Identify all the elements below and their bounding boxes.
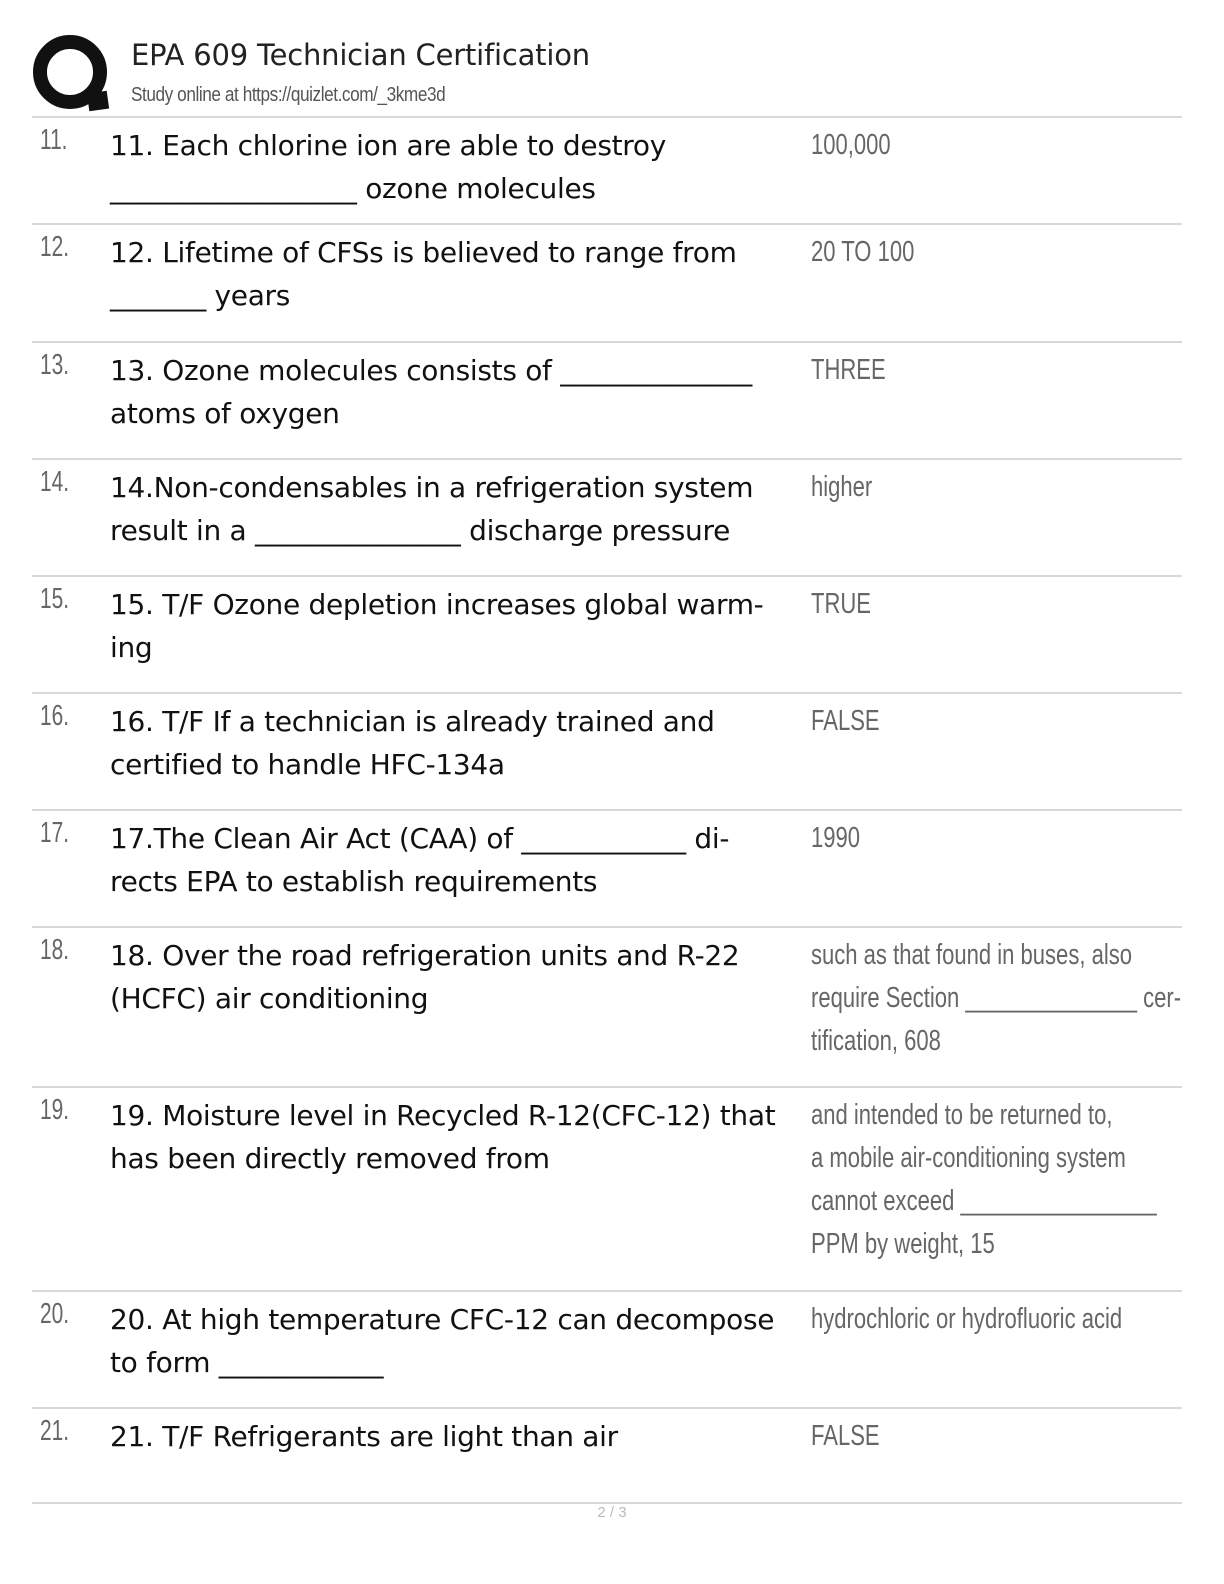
- card-term: [110, 231, 810, 317]
- card-number: 13.: [40, 349, 70, 381]
- definition-line: THREE: [811, 354, 886, 386]
- card-definition: [811, 1094, 1161, 1266]
- term-line: ing: [110, 631, 153, 664]
- term-line: 16. T/F If a technician is already trained and: [110, 705, 715, 738]
- definition-line: higher: [811, 471, 873, 503]
- card-definition: [811, 817, 1161, 860]
- card-definition: [811, 934, 1182, 1063]
- quizlet-q-logo-icon: [32, 34, 112, 114]
- definition-line: such as that found in buses, also: [811, 939, 1133, 971]
- term-line: _______ years: [110, 279, 291, 312]
- definition-line: 20 TO 100: [811, 236, 915, 268]
- card-number: 20.: [40, 1298, 70, 1330]
- flashcard-row: [32, 694, 1182, 811]
- flashcard-row: [32, 118, 1182, 225]
- term-line: 17.The Clean Air Act (CAA) of ____________ di-: [110, 822, 730, 855]
- definition-line: and intended to be returned to,: [811, 1099, 1113, 1131]
- card-definition: [811, 124, 1161, 167]
- card-number: 15.: [40, 583, 70, 615]
- study-online-link[interactable]: Study online at https://quizlet.com/_3kme3d: [131, 84, 446, 106]
- card-term: [110, 1298, 810, 1384]
- flashcard-row: [32, 811, 1182, 928]
- card-definition: [811, 583, 1161, 626]
- flashcard-row: [32, 928, 1182, 1088]
- card-definition: [811, 349, 1161, 392]
- card-number: 11.: [40, 124, 68, 156]
- definition-line: tification, 608: [811, 1025, 941, 1057]
- card-number: 18.: [40, 934, 70, 966]
- card-term: [110, 1094, 810, 1180]
- term-line: 14.Non-condensables in a refrigeration system: [110, 471, 754, 504]
- definition-line: cannot exceed ________________: [811, 1185, 1157, 1217]
- term-line: rects EPA to establish requirements: [110, 865, 598, 898]
- card-term: [110, 934, 810, 1020]
- term-line: 15. T/F Ozone depletion increases global warm-: [110, 588, 764, 621]
- term-line: 18. Over the road refrigeration units and R-22: [110, 939, 740, 972]
- card-term: [110, 349, 810, 435]
- card-number: 12.: [40, 231, 70, 263]
- definition-line: 100,000: [811, 129, 891, 161]
- page-number: 2 / 3: [597, 1504, 627, 1521]
- definition-line: FALSE: [811, 1420, 880, 1452]
- term-line: certified to handle HFC-134a: [110, 748, 505, 781]
- definition-line: hydrochloric or hydrofluoric acid: [811, 1303, 1123, 1335]
- card-term: [110, 583, 810, 669]
- term-line: 21. T/F Refrigerants are light than air: [110, 1420, 618, 1453]
- page-header: [32, 32, 1182, 116]
- term-line: atoms of oxygen: [110, 397, 340, 430]
- definition-line: FALSE: [811, 705, 880, 737]
- definition-line: require Section ______________ cer-: [811, 982, 1182, 1014]
- term-line: to form ____________: [110, 1346, 384, 1379]
- definition-line: PPM by weight, 15: [811, 1228, 995, 1260]
- flashcard-row: [32, 577, 1182, 694]
- card-number: 19.: [40, 1094, 70, 1126]
- flashcard-row: [32, 1292, 1182, 1409]
- card-term: [110, 817, 810, 903]
- card-term: [110, 466, 810, 552]
- card-number: 21.: [40, 1415, 70, 1447]
- card-term: [110, 700, 810, 786]
- card-number: 16.: [40, 700, 70, 732]
- card-term: [110, 124, 810, 210]
- definition-line: TRUE: [811, 588, 872, 620]
- card-term: [110, 1415, 810, 1458]
- term-line: 12. Lifetime of CFSs is believed to range from: [110, 236, 737, 269]
- term-line: result in a _______________ discharge pressure: [110, 514, 731, 547]
- term-line: 13. Ozone molecules consists of ______________: [110, 354, 752, 387]
- flashcard-list: [32, 118, 1182, 1504]
- term-line: __________________ ozone molecules: [110, 172, 596, 205]
- flashcard-row: [32, 225, 1182, 343]
- flashcard-row: [32, 1409, 1182, 1504]
- definition-line: a mobile air-conditioning system: [811, 1142, 1126, 1174]
- term-line: (HCFC) air conditioning: [110, 982, 429, 1015]
- term-line: 20. At high temperature CFC-12 can decompose: [110, 1303, 775, 1336]
- definition-line: 1990: [811, 822, 861, 854]
- card-definition: [811, 1415, 1161, 1458]
- flashcard-row: [32, 343, 1182, 460]
- card-definition: [811, 1298, 1161, 1341]
- term-line: 19. Moisture level in Recycled R-12(CFC-12) that: [110, 1099, 776, 1132]
- card-number: 17.: [40, 817, 70, 849]
- term-line: 11. Each chlorine ion are able to destroy: [110, 129, 666, 162]
- term-line: has been directly removed from: [110, 1142, 550, 1175]
- card-definition: [811, 231, 1161, 274]
- document-title: EPA 609 Technician Certification: [131, 38, 590, 72]
- card-definition: [811, 466, 1161, 509]
- card-definition: [811, 700, 1161, 743]
- flashcard-row: [32, 1088, 1182, 1292]
- flashcard-row: [32, 460, 1182, 577]
- card-number: 14.: [40, 466, 70, 498]
